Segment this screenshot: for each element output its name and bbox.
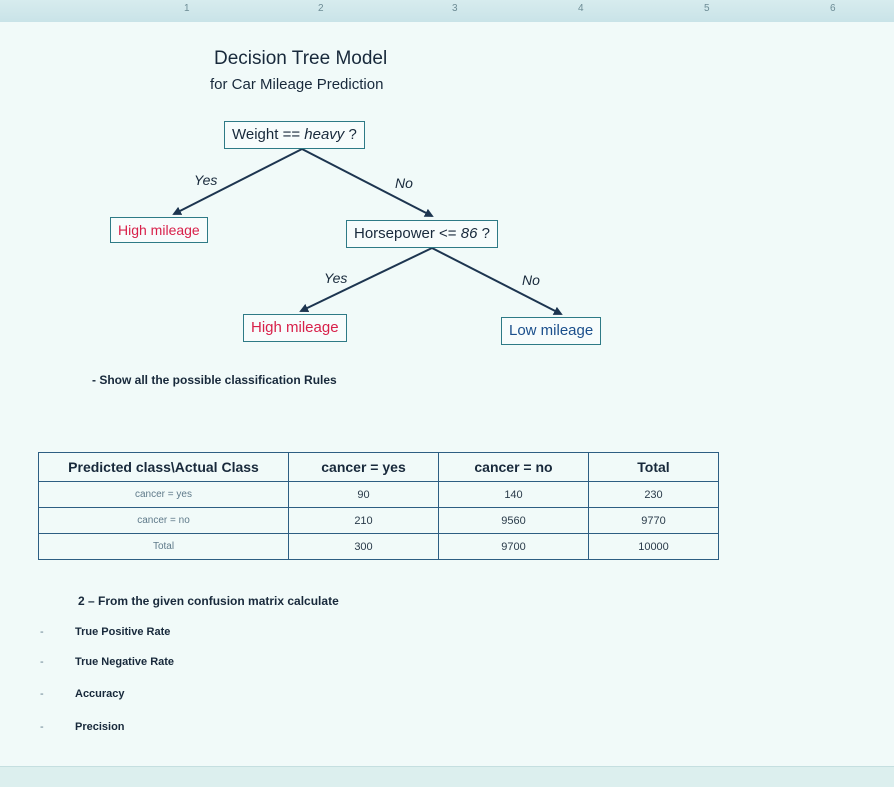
root-condition-value: heavy: [304, 126, 345, 143]
root-condition-suffix: ?: [344, 126, 357, 143]
list-bullet: -: [40, 721, 44, 733]
page-title: Decision Tree Model: [214, 48, 388, 69]
cell-value: 9560: [439, 508, 589, 534]
cell-value: 9770: [589, 508, 719, 534]
ruler-mark: 4: [578, 3, 584, 14]
edge-hp-no: [432, 248, 561, 314]
leaf-high-mileage-left: High mileage: [110, 217, 208, 243]
header-cancer-yes: cancer = yes: [289, 453, 439, 482]
list-item-true-negative-rate: True Negative Rate: [75, 656, 175, 668]
leaf-low-mileage: Low mileage: [501, 317, 601, 345]
header-predicted-actual: Predicted class\Actual Class: [39, 453, 289, 482]
ruler-mark: 3: [452, 3, 458, 14]
ruler-mark: 1: [184, 3, 190, 14]
table-row: [39, 482, 719, 508]
root-condition-prefix: Weight ==: [232, 126, 305, 143]
cell-value: 210: [289, 508, 439, 534]
row-label: Total: [39, 534, 289, 560]
leaf-high-mileage-right: High mileage: [243, 314, 347, 342]
cell-value: 10000: [589, 534, 719, 560]
page-footer-band: [0, 766, 894, 787]
list-item-accuracy: Accuracy: [75, 688, 125, 700]
table-header-row: [39, 453, 719, 482]
confusion-matrix-table: [38, 452, 719, 560]
list-item-precision: Precision: [75, 721, 125, 733]
page-subtitle: for Car Mileage Prediction: [210, 76, 384, 93]
list-bullet: -: [40, 626, 44, 638]
horsepower-node: [346, 220, 498, 248]
hp-no-label: No: [522, 272, 540, 288]
ruler-mark: 5: [704, 3, 710, 14]
rules-instruction: - Show all the possible classification Rules: [92, 373, 337, 387]
hp-condition-value: 86: [460, 225, 478, 242]
hp-condition-suffix: ?: [477, 225, 490, 242]
root-no-label: No: [395, 175, 413, 191]
list-bullet: -: [40, 688, 44, 700]
header-cancer-no: cancer = no: [439, 453, 589, 482]
table-row: [39, 508, 719, 534]
cell-value: 140: [439, 482, 589, 508]
list-bullet: -: [40, 656, 44, 668]
table-row: [39, 534, 719, 560]
cell-value: 300: [289, 534, 439, 560]
hp-yes-label: Yes: [324, 270, 348, 286]
tree-root-node: [224, 121, 365, 149]
ruler-mark: 6: [830, 3, 836, 14]
cell-value: 9700: [439, 534, 589, 560]
edge-hp-yes: [301, 248, 432, 311]
ruler-mark: 2: [318, 3, 324, 14]
cell-value: 230: [589, 482, 719, 508]
question-heading: 2 – From the given confusion matrix calculate: [78, 594, 339, 608]
header-total: Total: [589, 453, 719, 482]
root-yes-label: Yes: [194, 172, 218, 188]
cell-value: 90: [289, 482, 439, 508]
row-label: cancer = yes: [39, 482, 289, 508]
row-label: cancer = no: [39, 508, 289, 534]
hp-condition-prefix: Horsepower <=: [354, 225, 461, 242]
list-item-true-positive-rate: True Positive Rate: [75, 626, 171, 638]
